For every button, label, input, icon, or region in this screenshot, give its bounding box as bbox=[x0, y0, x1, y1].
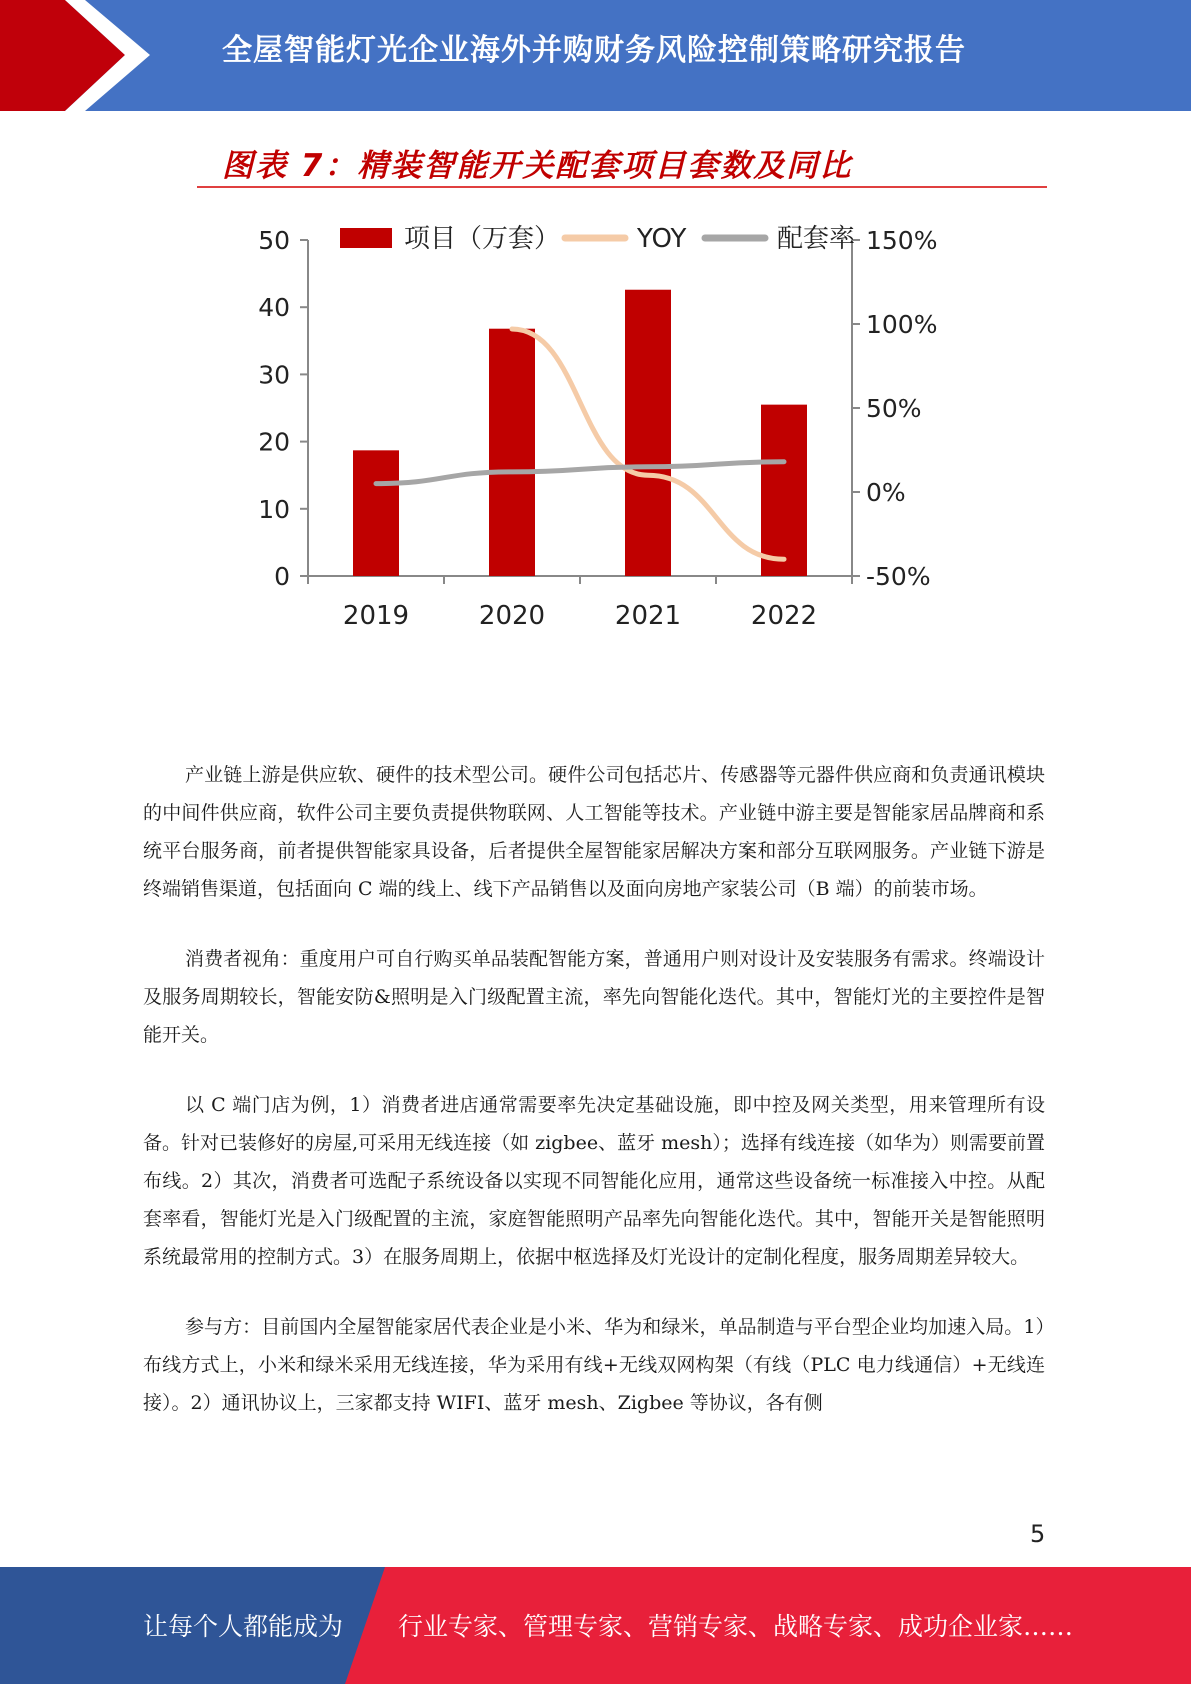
figure-caption-underline bbox=[197, 186, 1047, 188]
x-axis-tick-label: 2020 bbox=[478, 601, 546, 631]
body-text bbox=[143, 756, 1045, 1454]
x-axis-tick-label: 2021 bbox=[614, 601, 682, 631]
legend-swatch-bar bbox=[340, 228, 392, 248]
page-header bbox=[0, 0, 1191, 111]
combo-chart bbox=[240, 222, 1020, 692]
right-axis-tick-label: 100% bbox=[866, 310, 938, 339]
match-rate-line bbox=[376, 462, 784, 484]
left-axis-tick-label: 20 bbox=[258, 427, 290, 457]
left-axis-tick-label: 40 bbox=[258, 293, 290, 323]
header-arrow-decoration bbox=[0, 0, 160, 111]
footer-slogan-left: 让每个人都能成为 bbox=[143, 1612, 344, 1641]
x-axis-tick-label: 2019 bbox=[342, 601, 410, 631]
figure-caption: 图表 7：精装智能开关配套项目套数及同比 bbox=[222, 148, 853, 184]
left-axis-tick-label: 0 bbox=[274, 562, 290, 591]
right-axis-tick-label: -50% bbox=[866, 562, 931, 591]
bar bbox=[761, 405, 807, 576]
bar bbox=[489, 329, 535, 576]
header-title: 全屋智能灯光企业海外并购财务风险控制策略研究报告 bbox=[222, 33, 966, 68]
right-axis-tick-label: 150% bbox=[866, 226, 938, 255]
left-axis-tick-label: 50 bbox=[258, 226, 290, 255]
legend-label: 配套率 bbox=[777, 224, 856, 254]
legend-label: 项目（万套） bbox=[404, 224, 561, 254]
footer-slogan-right: 行业专家、管理专家、营销专家、战略专家、成功企业家…… bbox=[398, 1612, 1074, 1641]
right-axis-tick-label: 0% bbox=[866, 478, 906, 507]
paragraph-industry-chain: 产业链上游是供应软、硬件的技术型公司。硬件公司包括芯片、传感器等元器件供应商和负责通讯模块的中间件供应商，软件公司主要负责提供物联网、人工智能等技术。产业链中游主要是智能家居品牌商和系统平台服务商，前者提供智能家具设备，后者提供全屋智能家居解决方案和部分互联网服务。产业链下游是终端销售渠道，包括面向 C 端的线上、线下产品销售以及面向房地产家装公司（B 端）的前装市场。 bbox=[143, 764, 1045, 900]
right-axis-tick-label: 50% bbox=[866, 394, 922, 423]
paragraph-participants: 参与方：目前国内全屋智能家居代表企业是小米、华为和绿米，单品制造与平台型企业均加速入局。1）布线方式上，小米和绿米采用无线连接，华为采用有线+无线双网构架（有线（PLC 电力线通信）+无线连接）。2）通讯协议上，三家都支持 WIFI、蓝牙 mesh、Zigbee 等协议，各有侧 bbox=[143, 1316, 1045, 1414]
bar bbox=[353, 450, 399, 576]
bar bbox=[625, 290, 671, 576]
paragraph-c-end-store: 以 C 端门店为例，1）消费者进店通常需要率先决定基础设施，即中控及网关类型，用来管理所有设备。针对已装修好的房屋,可采用无线连接（如 zigbee、蓝牙 mesh）；选择有线连接（如华为）则需要前置布线。2）其次，消费者可选配子系统设备以实现不同智能化应用，通常这些设备统一标准接入中控。从配套率看，智能灯光是入门级配置的主流，家庭智能照明产品率先向智能化迭代。其中，智能开关是智能照明系统最常用的控制方式。3）在服务周期上，依据中枢选择及灯光设计的定制化程度，服务周期差异较大。 bbox=[143, 1094, 1045, 1268]
left-axis-tick-label: 10 bbox=[258, 494, 290, 524]
page-number: 5 bbox=[1030, 1520, 1046, 1548]
legend-label: YOY bbox=[637, 224, 687, 254]
left-axis-tick-label: 30 bbox=[258, 360, 290, 390]
paragraph-consumer-view: 消费者视角：重度用户可自行购买单品装配智能方案，普通用户则对设计及安装服务有需求。终端设计及服务周期较长，智能安防&照明是入门级配置主流，率先向智能化迭代。其中，智能灯光的主要控件是智能开关。 bbox=[143, 948, 1045, 1046]
x-axis-tick-label: 2022 bbox=[750, 601, 818, 631]
page-footer bbox=[0, 1567, 1191, 1684]
